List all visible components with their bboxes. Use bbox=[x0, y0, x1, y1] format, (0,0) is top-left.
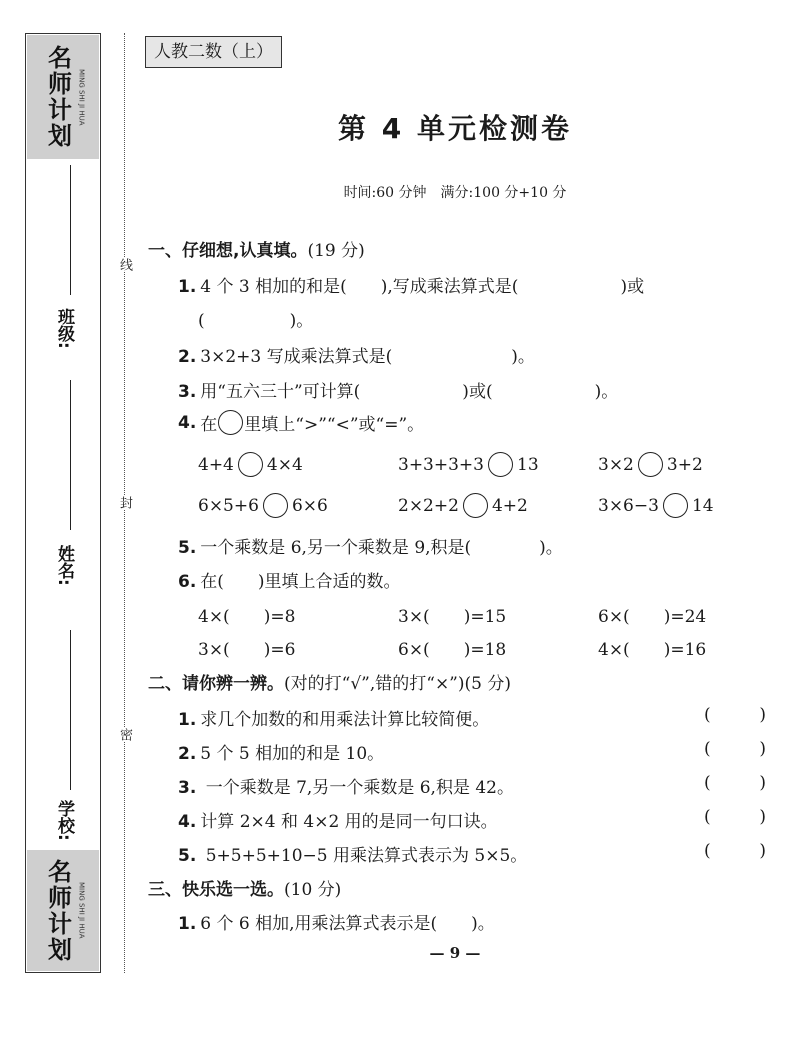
compare-right: 13 bbox=[517, 454, 539, 475]
question-text: 计算 2×4 和 4×2 用的是同一句口诀。 bbox=[200, 812, 498, 832]
question-number: 6. bbox=[178, 572, 197, 592]
brand-logo-text: 名师计划 bbox=[43, 45, 72, 149]
page-number: — 9 — bbox=[429, 944, 481, 962]
section-points: (19 分) bbox=[307, 241, 365, 261]
question-number: 5. bbox=[178, 846, 197, 866]
judge-item bbox=[178, 705, 489, 730]
compare-left: 3+3+3+3 bbox=[398, 454, 484, 475]
judge-item bbox=[178, 841, 527, 866]
compare-item bbox=[398, 452, 539, 477]
compare-circle[interactable] bbox=[488, 452, 513, 477]
seal-mark-xian: 线 bbox=[117, 258, 132, 271]
bracket-open: ( bbox=[704, 773, 711, 793]
question-text: 求几个加数的和用乘法计算比较简便。 bbox=[200, 710, 490, 730]
question-number: 1. bbox=[178, 914, 197, 934]
class-label: 班级: bbox=[54, 308, 74, 349]
question-text: 一个乘数是 7,另一个乘数是 6,积是 42。 bbox=[200, 778, 514, 798]
name-write-line bbox=[70, 380, 71, 530]
bracket-close: ) bbox=[759, 705, 766, 725]
fill-item: 6×( )=24 bbox=[598, 607, 707, 627]
compare-circle[interactable] bbox=[263, 493, 288, 518]
compare-circle[interactable] bbox=[463, 493, 488, 518]
question-3 bbox=[178, 377, 618, 402]
answer-bracket[interactable] bbox=[704, 739, 766, 759]
compare-item bbox=[598, 493, 714, 518]
question-1-continued: ( )。 bbox=[198, 311, 314, 331]
question-text-a: 在 bbox=[200, 415, 218, 435]
bracket-open: ( bbox=[704, 705, 711, 725]
question-number: 4. bbox=[178, 812, 197, 832]
bracket-close: ) bbox=[759, 841, 766, 861]
compare-left: 2×2+2 bbox=[398, 495, 459, 516]
compare-item bbox=[198, 493, 328, 518]
compare-right: 4+2 bbox=[491, 495, 528, 516]
compare-left: 3×6−3 bbox=[598, 495, 659, 516]
compare-right: 6×6 bbox=[291, 495, 328, 516]
question-text: 5+5+5+10−5 用乘法算式表示为 5×5。 bbox=[200, 846, 528, 866]
compare-item bbox=[598, 452, 703, 477]
judge-item bbox=[178, 807, 498, 832]
bracket-open: ( bbox=[704, 841, 711, 861]
seal-mark-feng: 封 bbox=[117, 496, 132, 509]
brand-logo-top bbox=[27, 35, 99, 159]
school-label: 学校: bbox=[54, 800, 74, 841]
brand-logo-subtext: MING SHI JI HUA bbox=[77, 68, 86, 126]
fill-item: 3×( )=15 bbox=[398, 607, 507, 627]
answer-bracket[interactable] bbox=[704, 705, 766, 725]
brand-logo-text: 名师计划 bbox=[43, 858, 72, 963]
section-points: (10 分) bbox=[284, 880, 342, 900]
compare-left: 4+4 bbox=[198, 454, 234, 475]
question-number: 2. bbox=[178, 744, 197, 764]
question-text: 5 个 5 相加的和是 10。 bbox=[200, 744, 385, 764]
class-write-line bbox=[70, 165, 71, 295]
section-heading-text: 三、快乐选一选。 bbox=[148, 880, 284, 900]
edition-tag: 人教二数（上） bbox=[145, 36, 282, 68]
section-3-heading bbox=[148, 875, 341, 900]
question-text: 用“五六三十”可计算( )或( )。 bbox=[200, 382, 619, 402]
question-text: 4 个 3 相加的和是( ),写成乘法算式是( )或 bbox=[200, 277, 645, 297]
compare-right: 3+2 bbox=[666, 454, 703, 475]
question-4 bbox=[178, 410, 424, 435]
question-text: 一个乘数是 6,另一个乘数是 9,积是( )。 bbox=[200, 538, 563, 558]
name-label: 姓名: bbox=[54, 545, 74, 586]
compare-right: 4×4 bbox=[266, 454, 303, 475]
page-title: 第 4 单元检测卷 bbox=[338, 112, 572, 145]
question-text: 3×2+3 写成乘法算式是( )。 bbox=[200, 347, 535, 367]
question-text: 6 个 6 相加,用乘法算式表示是( )。 bbox=[200, 914, 495, 934]
section-heading-text: 一、仔细想,认真填。 bbox=[148, 241, 308, 261]
question-2 bbox=[178, 342, 535, 367]
question-3-1 bbox=[178, 909, 495, 934]
bracket-open: ( bbox=[704, 739, 711, 759]
answer-bracket[interactable] bbox=[704, 841, 766, 861]
judge-item bbox=[178, 773, 514, 798]
section-1-heading bbox=[148, 236, 365, 261]
compare-left: 6×5+6 bbox=[198, 495, 259, 516]
circle-icon bbox=[218, 410, 243, 435]
brand-logo-bottom bbox=[27, 850, 99, 971]
question-text-b: 里填上“>”“<”或“=”。 bbox=[244, 415, 425, 435]
compare-left: 3×2 bbox=[598, 454, 634, 475]
brand-logo-subtext: MING SHI JI HUA bbox=[77, 882, 86, 939]
answer-bracket[interactable] bbox=[704, 773, 766, 793]
question-number: 2. bbox=[178, 347, 197, 367]
compare-circle[interactable] bbox=[638, 452, 663, 477]
answer-bracket[interactable] bbox=[704, 807, 766, 827]
question-number: 1. bbox=[178, 277, 197, 297]
compare-circle[interactable] bbox=[663, 493, 688, 518]
fill-item: 4×( )=8 bbox=[198, 607, 296, 627]
fill-item: 4×( )=16 bbox=[598, 640, 707, 660]
question-number: 1. bbox=[178, 710, 197, 730]
judge-item bbox=[178, 739, 384, 764]
fill-item: 6×( )=18 bbox=[398, 640, 507, 660]
compare-right: 14 bbox=[691, 495, 714, 516]
exam-info: 时间:60 分钟 满分:100 分+10 分 bbox=[343, 185, 567, 201]
question-number: 4. bbox=[178, 412, 197, 433]
bracket-open: ( bbox=[704, 807, 711, 827]
compare-circle[interactable] bbox=[238, 452, 263, 477]
bracket-close: ) bbox=[759, 807, 766, 827]
bracket-close: ) bbox=[759, 739, 766, 759]
question-number: 3. bbox=[178, 778, 197, 798]
bracket-close: ) bbox=[759, 773, 766, 793]
school-write-line bbox=[70, 630, 71, 790]
question-text: 在( )里填上合适的数。 bbox=[200, 572, 401, 592]
section-2-heading bbox=[148, 669, 511, 694]
section-points: (对的打“√”,错的打“×”)(5 分) bbox=[284, 674, 511, 694]
question-5 bbox=[178, 533, 563, 558]
section-heading-text: 二、请你辨一辨。 bbox=[148, 674, 284, 694]
question-number: 3. bbox=[178, 382, 197, 402]
fill-item: 3×( )=6 bbox=[198, 640, 296, 660]
compare-item bbox=[198, 452, 303, 477]
question-number: 5. bbox=[178, 538, 197, 558]
compare-item bbox=[398, 493, 528, 518]
question-6 bbox=[178, 567, 401, 592]
seal-mark-mi: 密 bbox=[117, 728, 132, 741]
question-1 bbox=[178, 272, 644, 297]
